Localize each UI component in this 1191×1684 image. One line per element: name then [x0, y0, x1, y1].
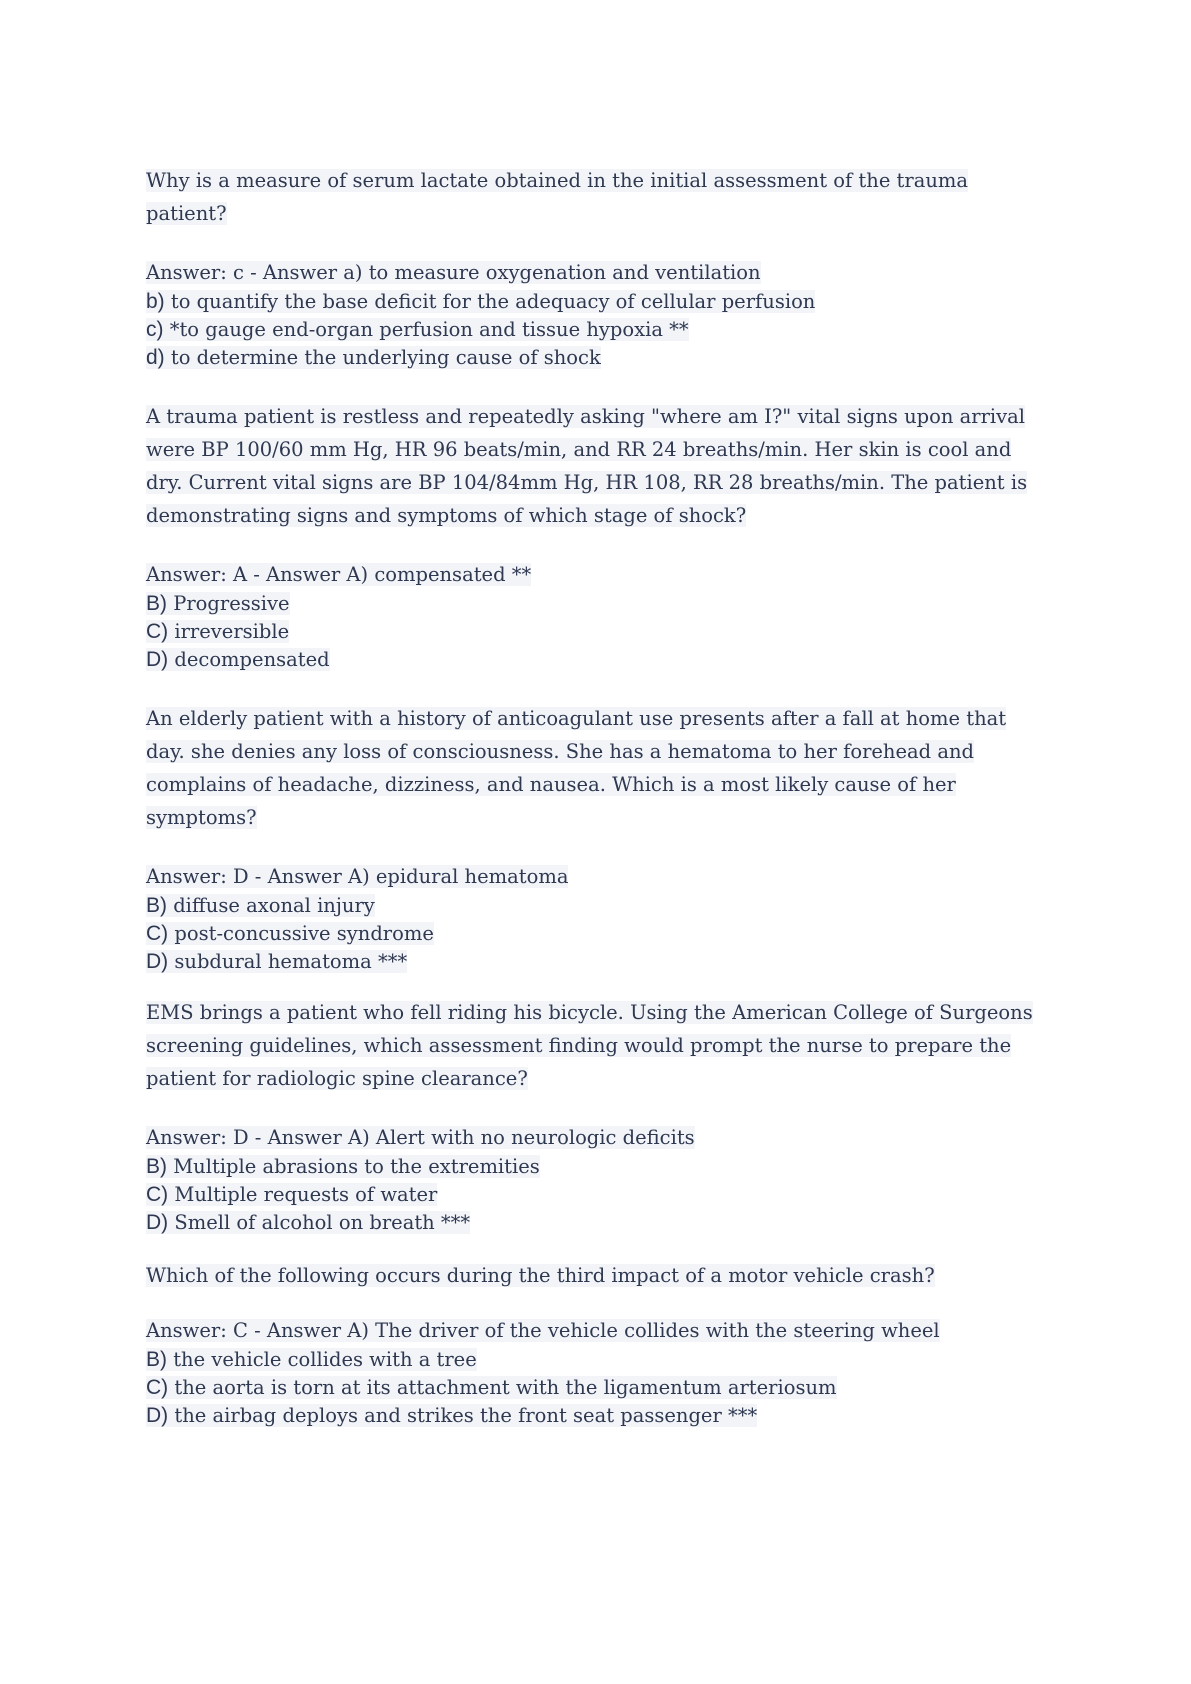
option-1-c: c) *to gauge end-organ perfusion and tissue hypoxia ** [146, 318, 689, 341]
option-5-c: C) the aorta is torn at its attachment with the ligamentum arteriosum [146, 1376, 837, 1399]
option-5-b: B) the vehicle collides with a tree [146, 1348, 477, 1371]
option-1-b: b) to quantify the base deficit for the adequacy of cellular perfusion [146, 290, 816, 313]
answer-head-1: Answer: c - Answer a) to measure oxygenation and ventilation [146, 261, 761, 284]
answer-head-2: Answer: A - Answer A) compensated ** [146, 563, 532, 586]
document-page [146, 164, 1046, 1430]
option-4-d: D) Smell of alcohol on breath *** [146, 1211, 471, 1234]
question-4: EMS brings a patient who fell riding his bicycle. Using the American College of Surgeons screening guidelines, which assessment finding would prompt the nurse to prepare the patient for radiologic spine clearance? [146, 1001, 1033, 1090]
answer-head-3: Answer: D - Answer A) epidural hematoma [146, 865, 569, 888]
qa-block-4 [146, 996, 1046, 1237]
option-3-d: D) subdural hematoma *** [146, 950, 408, 973]
question-3: An elderly patient with a history of anticoagulant use presents after a fall at home that day. she denies any loss of consciousness. She has a hematoma to her forehead and complains of headache, dizziness, and nausea. Which is a most likely cause of her symptoms? [146, 707, 1007, 829]
answers-2 [146, 560, 1046, 674]
option-4-b: B) Multiple abrasions to the extremities [146, 1155, 540, 1178]
option-2-d: D) decompensated [146, 648, 330, 671]
option-3-c: C) post-concussive syndrome [146, 922, 434, 945]
option-3-b: B) diffuse axonal injury [146, 894, 375, 917]
answer-head-5: Answer: C - Answer A) The driver of the vehicle collides with the steering wheel [146, 1319, 940, 1342]
answers-1 [146, 258, 1046, 372]
answers-5 [146, 1316, 1046, 1430]
option-2-b: B) Progressive [146, 592, 290, 615]
answer-head-4: Answer: D - Answer A) Alert with no neurologic deficits [146, 1126, 695, 1149]
qa-block-2 [146, 400, 1046, 674]
question-5: Which of the following occurs during the third impact of a motor vehicle crash? [146, 1264, 935, 1287]
qa-block-1 [146, 164, 1046, 372]
question-2: A trauma patient is restless and repeatedly asking "where am I?" vital signs upon arrival were BP 100/60 mm Hg, HR 96 beats/min, and RR 24 breaths/min. Her skin is cool and dry. Current vital signs are BP 104/84mm Hg, HR 108, RR 28 breaths/min. The patient is demonstrating signs and symptoms of which stage of shock? [146, 405, 1028, 527]
question-1: Why is a measure of serum lactate obtained in the initial assessment of the trauma patient? [146, 169, 969, 225]
answers-3 [146, 862, 1046, 976]
option-5-d: D) the airbag deploys and strikes the front seat passenger *** [146, 1404, 758, 1427]
answers-4 [146, 1123, 1046, 1237]
qa-block-5 [146, 1259, 1046, 1430]
option-4-c: C) Multiple requests of water [146, 1183, 438, 1206]
qa-block-3 [146, 702, 1046, 976]
option-1-d: d) to determine the underlying cause of shock [146, 346, 601, 369]
option-2-c: C) irreversible [146, 620, 290, 643]
